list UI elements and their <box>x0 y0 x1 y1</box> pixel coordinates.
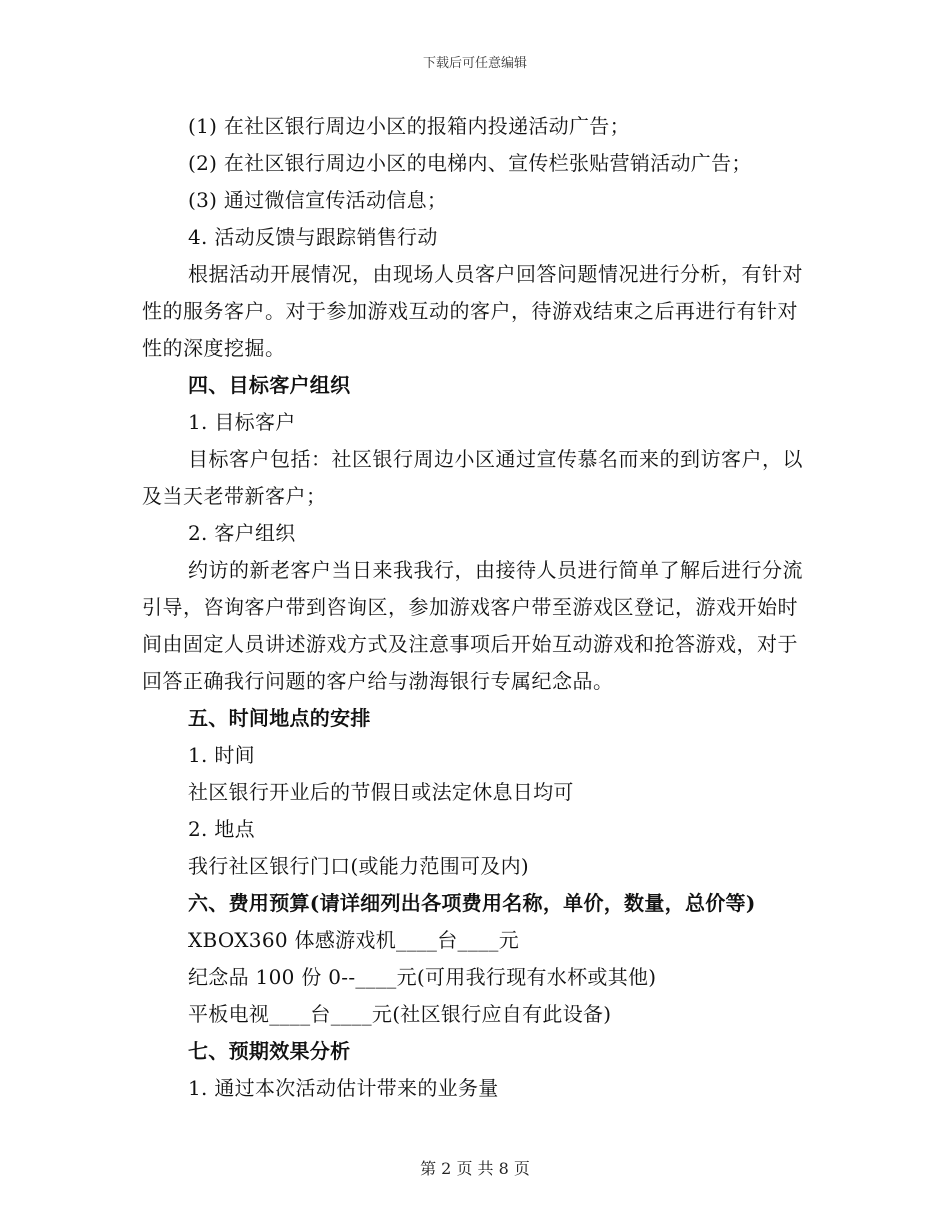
subheading-time: 1. 时间 <box>188 743 255 767</box>
section-heading-7: 七、预期效果分析 <box>188 1039 351 1063</box>
budget-item-tv: 平板电视____台____元(社区银行应自有此设备) <box>188 1002 612 1026</box>
subheading-business-volume: 1. 通过本次活动估计带来的业务量 <box>188 1076 499 1100</box>
budget-item-souvenir: 纪念品 100 份 0--____元(可用我行现有水杯或其他) <box>188 965 657 989</box>
list-item-3: (3) 通过微信宣传活动信息； <box>188 188 448 212</box>
page-number: 第 2 页 共 8 页 <box>420 1159 530 1178</box>
time-text: 社区银行开业后的节假日或法定休息日均可 <box>188 780 574 804</box>
subheading-customer-organization: 2. 客户组织 <box>188 521 296 545</box>
list-item-1: (1) 在社区银行周边小区的报箱内投递活动广告； <box>188 114 630 138</box>
location-text: 我行社区银行门口(或能力范围可及内) <box>188 854 530 878</box>
paragraph-customer-organization: 约访的新老客户当日来我我行，由接待人员进行简单了解后进行分流引导，咨询客户带到咨询区，参加游戏客户带至游戏区登记，游戏开始时间由固定人员讲述游戏方式及注意事项后开始互动游戏和抢答游戏，对于回答正确我行问题的客户给与渤海银行专属纪念品。 <box>142 558 803 693</box>
subheading-activity-feedback: 4. 活动反馈与跟踪销售行动 <box>188 225 438 249</box>
section-heading-4: 四、目标客户组织 <box>188 373 351 397</box>
section-heading-6: 六、费用预算(请详细列出各项费用名称，单价，数量，总价等) <box>188 891 756 915</box>
subheading-location: 2. 地点 <box>188 817 255 841</box>
list-item-2: (2) 在社区银行周边小区的电梯内、宣传栏张贴营销活动广告； <box>188 151 752 175</box>
document-body <box>142 108 812 1107</box>
subheading-target-customers: 1. 目标客户 <box>188 410 296 434</box>
paragraph-feedback: 根据活动开展情况，由现场人员客户回答问题情况进行分析，有针对性的服务客户。对于参加游戏互动的客户，待游戏结束之后再进行有针对性的深度挖掘。 <box>142 262 803 360</box>
section-heading-5: 五、时间地点的安排 <box>188 706 371 730</box>
header-note: 下载后可任意编辑 <box>422 56 527 71</box>
budget-item-xbox: XBOX360 体感游戏机____台____元 <box>188 928 520 952</box>
paragraph-target-customers: 目标客户包括：社区银行周边小区通过宣传慕名而来的到访客户，以及当天老带新客户； <box>142 447 803 508</box>
